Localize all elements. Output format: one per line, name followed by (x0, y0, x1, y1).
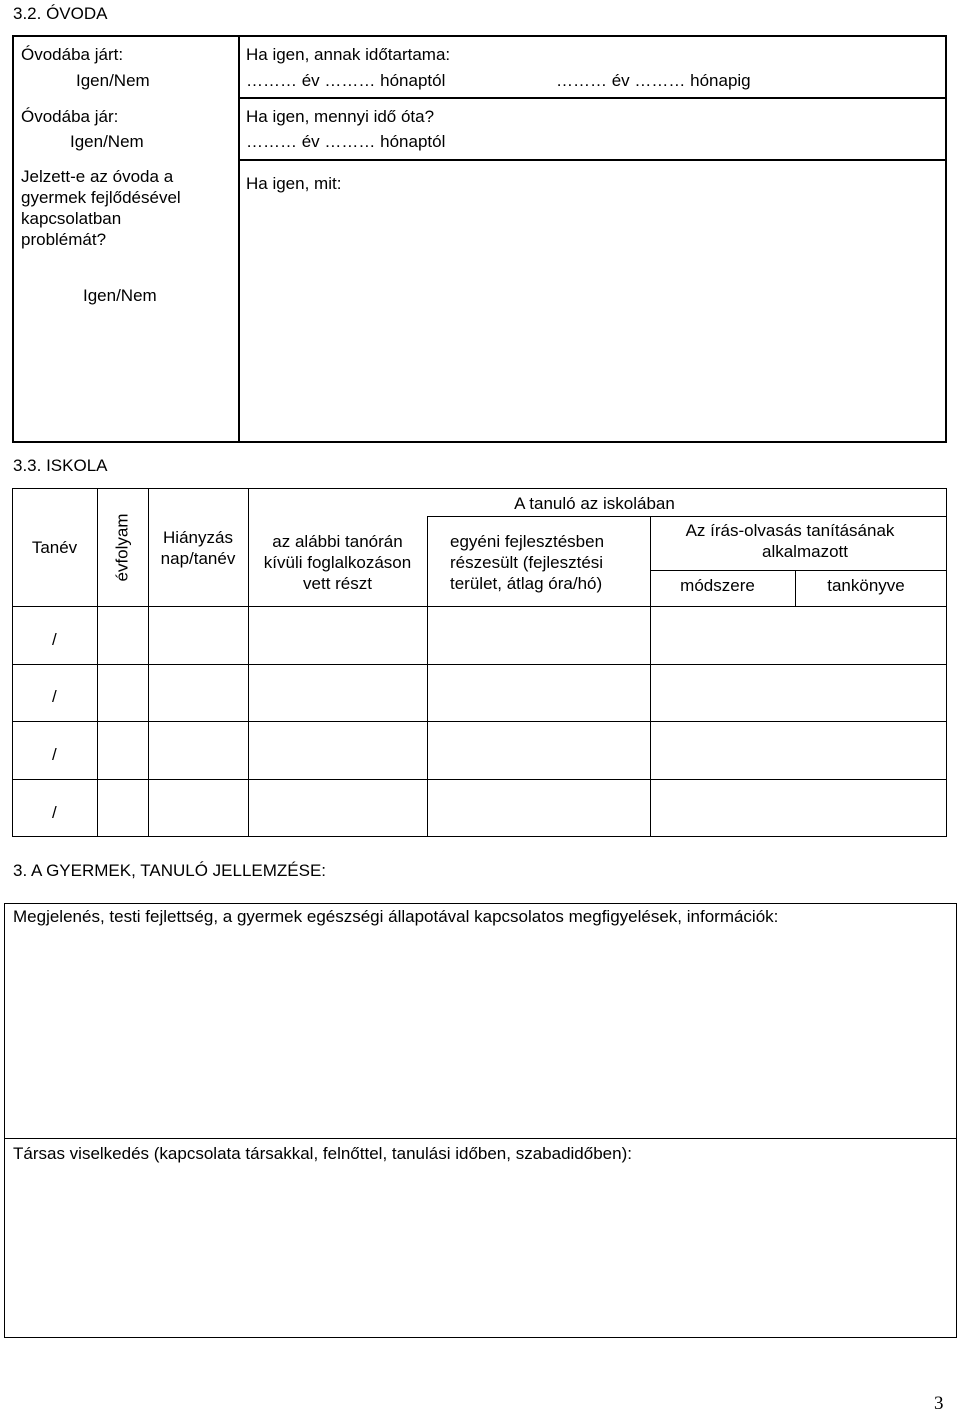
header-fejlesztes-line2: részesült (fejlesztési (450, 553, 604, 572)
ovoda-row3-choice[interactable]: Igen/Nem (83, 286, 157, 305)
iskola-row-divider-1 (12, 664, 947, 665)
header-hianyzas-line1: Hiányzás (163, 528, 233, 547)
iskola-header-divider (12, 606, 947, 607)
ovoda-row2-from-field[interactable]: ……… év ……… hónaptól (246, 132, 446, 151)
iskola-group-title-divider (427, 516, 947, 517)
jellemzes-section2-label: Társas viselkedés (kapcsolata társakkal, felnőttel, tanulási időben, szabadidőben): (13, 1144, 632, 1163)
header-group-title: A tanuló az iskolában (514, 494, 675, 513)
ovoda-row1-question: Ha igen, annak időtartama: (246, 45, 451, 64)
page-number: 3 (934, 1393, 944, 1414)
ovoda-row3-label-line2: gyermek fejlődésével (21, 188, 181, 207)
iskola-row-tanev-1[interactable]: / (52, 630, 57, 649)
header-tankonyve: tankönyve (827, 576, 905, 595)
ovoda-row3-label-line1: Jelzett-e az óvoda a (21, 167, 174, 186)
section-heading-ovoda: 3.2. ÓVODA (13, 4, 108, 23)
header-hianyzas-line2: nap/tanév (160, 549, 236, 568)
section-heading-iskola: 3.3. ISKOLA (13, 456, 108, 475)
jellemzes-section1-answer-area[interactable] (8, 932, 953, 1134)
header-foglalkozas-line3: vett részt (303, 574, 372, 593)
jellemzes-section1-label: Megjelenés, testi fejlettség, a gyermek egészségi állapotával kapcsolatos megfigyelések, információk: (13, 907, 779, 926)
ovoda-row1-to-field[interactable]: ……… év ……… hónapig (556, 71, 751, 90)
header-tanev: Tanév (31, 538, 78, 557)
iskola-row-divider-3 (12, 779, 947, 780)
ovoda-row3-label-line3: kapcsolatban (21, 209, 122, 228)
iskola-col-divider-1 (97, 488, 98, 837)
header-evfolyam: évfolyam (112, 513, 132, 582)
header-iras-olvasas-line1: Az írás-olvasás tanításának (685, 521, 895, 540)
header-modszere: módszere (680, 576, 755, 595)
ovoda-row2-choice[interactable]: Igen/Nem (70, 132, 144, 151)
header-foglalkozas-line1: az alábbi tanórán (272, 532, 403, 551)
ovoda-row-divider-1 (238, 97, 947, 99)
jellemzes-section2-answer-area[interactable] (8, 1168, 953, 1334)
header-fejlesztes-line1: egyéni fejlesztésben (450, 532, 605, 551)
iskola-row-tanev-3[interactable]: / (52, 745, 57, 764)
iskola-row-divider-2 (12, 721, 947, 722)
ovoda-row3-answer-area[interactable] (242, 200, 942, 438)
iskola-col-divider-4 (427, 516, 428, 837)
header-foglalkozas-line2: kívüli foglalkozáson (263, 553, 412, 572)
ovoda-row3-label-line4: problémát? (21, 230, 107, 249)
iskola-row-tanev-4[interactable]: / (52, 803, 57, 822)
iskola-subheader-divider (650, 570, 947, 571)
header-iras-olvasas-line2: alkalmazott (762, 542, 848, 561)
ovoda-row3-question: Ha igen, mit: (246, 174, 342, 193)
iskola-col-divider-5 (650, 516, 651, 837)
iskola-row-tanev-2[interactable]: / (52, 687, 57, 706)
ovoda-row1-choice[interactable]: Igen/Nem (76, 71, 150, 90)
section-heading-jellemzes: 3. A GYERMEK, TANULÓ JELLEMZÉSE: (13, 861, 327, 880)
header-fejlesztes-line3: terület, átlag óra/hó) (450, 574, 603, 593)
ovoda-row1-from-field[interactable]: ……… év ……… hónaptól (246, 71, 446, 90)
ovoda-row2-question: Ha igen, mennyi idő óta? (246, 107, 435, 126)
ovoda-row-divider-2 (238, 159, 947, 161)
ovoda-row1-label: Óvodába járt: (21, 45, 124, 64)
jellemzes-divider (4, 1138, 957, 1139)
ovoda-row2-label: Óvodába jár: (21, 107, 119, 126)
